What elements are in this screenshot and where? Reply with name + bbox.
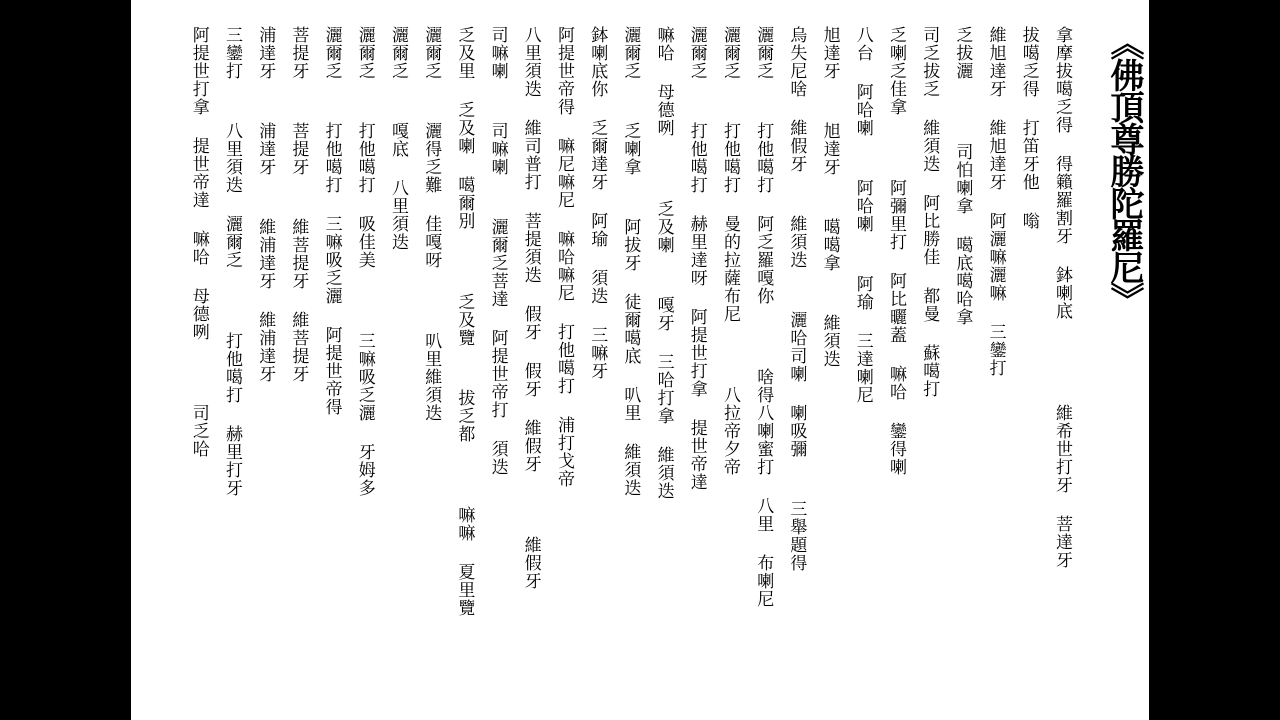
text-column: 旭達牙 旭達牙 噶噶拿 維須迭: [819, 26, 840, 368]
text-column: 灑爾乏 打他噶打 曼的拉薩布尼 八拉帝夕帝: [720, 26, 740, 476]
text-column: 烏失尼啥 維假牙 維須迭 灑哈司喇 喇吸彌 三舉題得: [786, 26, 807, 572]
text-column: 拔噶乏得 打笛牙他 嗡: [1018, 26, 1039, 230]
text-column: 維旭達牙 維旭達牙 阿灑嘛灑嘛 三鑾打: [985, 26, 1006, 377]
text-column: 灑爾乏 灑得乏難 佳嘎呀 叭里維須迭: [421, 26, 442, 422]
text-column: 乏喇乏佳拿 阿彌里打 阿比曬蓋 嘛哈 鑾得喇: [886, 26, 906, 476]
text-column: 灑爾乏 打他噶打 三嘛吸乏灑 阿提世帝得: [321, 26, 342, 416]
text-column: 八里須迭 維司普打 菩提須迭 假牙 假牙 維假牙 維假牙: [520, 26, 541, 590]
text-column: 灑爾乏 打他噶打 吸佳美 三嘛吸乏灑 牙姆多: [354, 26, 375, 497]
text-column: 灑爾乏 打他噶打 阿乏羅嘎你 啥得八喇蜜打 八里 布喇尼: [753, 26, 774, 608]
text-column: 鉢喇底你 乏爾達牙 阿瑜 須迭 三嘛牙: [587, 26, 608, 380]
text-column: 拿摩拔噶乏得 得籟羅割牙 鉢喇底 維希世打牙 菩達牙: [1052, 26, 1072, 569]
text-column: 乏及里 乏及喇 噶爾別 乏及覽 拔乏都 嘛嘛 夏里覽: [454, 26, 475, 617]
text-column: 司乏拔乏 維須迭 阿比勝佳 都曼 蘇噶打: [919, 26, 940, 398]
text-column: 八台 阿哈喇 阿哈喇 阿瑜 三達喇尼: [852, 26, 873, 404]
document-title: 《佛頂尊勝陀羅尼》: [1104, 26, 1144, 314]
text-column: 司嘛喇 司嘛喇 灑爾乏菩達 阿提世帝打 須迭: [487, 26, 508, 476]
document-page: [131, 0, 1149, 720]
text-column: 浦達牙 浦達牙 維浦達牙 維浦達牙: [255, 26, 276, 383]
text-column: 乏拔灑 司怕喇拿 噶底噶哈拿: [952, 26, 973, 326]
scripture-text: [131, 0, 1149, 720]
text-column: 三鑾打 八里須迭 灑爾乏 打他噶打 赫里打牙: [222, 26, 242, 497]
text-column: 灑爾乏 嘎底 八里須迭: [388, 26, 408, 251]
text-column: 灑爾乏 打他噶打 赫里達呀 阿提世打拿 提世帝達: [686, 26, 707, 491]
text-column: 阿提世帝得 嘛尼嘛尼 嘛哈嘛尼 打他噶打 浦打戈帝: [554, 26, 574, 488]
text-column: 灑爾乏 乏喇拿 阿拔牙 徒爾噶底 叭里 維須迭: [620, 26, 641, 497]
text-column: 菩提牙 菩提牙 維菩提牙 維菩提牙: [288, 26, 309, 383]
text-column: 嘛哈 母德咧 乏及喇 嘎牙 三哈打拿 維須迭: [653, 26, 674, 500]
text-column: 阿提世打拿 提世帝達 嘛哈 母德咧 司乏哈: [188, 26, 209, 458]
